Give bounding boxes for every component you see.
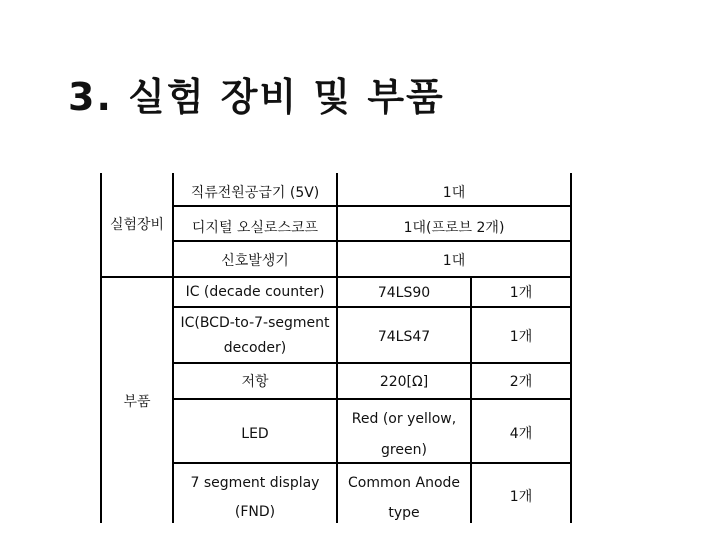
row-divider-7 (172, 462, 572, 464)
part-name: IC (decade counter) (185, 284, 325, 300)
part-name: 7 segment display (190, 475, 320, 491)
row-divider-2 (172, 240, 572, 242)
part-name: IC(BCD-to-7-segment (180, 315, 330, 331)
part-spec: green) (381, 442, 427, 458)
equipment-qty: 1대(프로브 2개) (403, 220, 505, 236)
parts-category-label: 부품 (123, 394, 151, 410)
equipment-name: 직류전원공급기 (5V) (190, 185, 320, 201)
part-spec: type (388, 505, 420, 521)
part-qty: 4개 (509, 426, 533, 442)
table-right-border (570, 173, 572, 523)
equipment-qty: 1대 (442, 185, 466, 201)
part-name: 저항 (241, 374, 269, 390)
part-name: decoder) (223, 340, 287, 356)
equipment-name: 디지털 오실로스코프 (191, 220, 319, 236)
part-spec: 74LS90 (377, 285, 431, 301)
page-title: 3. 실험 장비 및 부품 (68, 75, 445, 119)
equipment-qty: 1대 (442, 253, 466, 269)
row-divider-5 (172, 362, 572, 364)
equipment-name: 신호발생기 (221, 253, 289, 269)
category-row-divider (100, 276, 172, 278)
part-name: (FND) (234, 504, 276, 520)
part-spec: 74LS47 (377, 329, 431, 345)
part-qty: 2개 (509, 374, 533, 390)
part-qty: 1개 (509, 285, 533, 301)
part-spec: 220[Ω] (379, 374, 429, 390)
part-name: LED (241, 426, 269, 442)
equipment-category-label: 실험장비 (109, 217, 165, 233)
row-divider-4 (172, 306, 572, 308)
part-qty: 1개 (509, 329, 533, 345)
row-divider-1 (172, 205, 572, 207)
row-divider-6 (172, 398, 572, 400)
row-divider-3 (172, 276, 572, 278)
part-spec: Red (or yellow, (351, 411, 457, 427)
part-qty: 1개 (509, 489, 533, 505)
part-spec: Common Anode (347, 475, 461, 491)
